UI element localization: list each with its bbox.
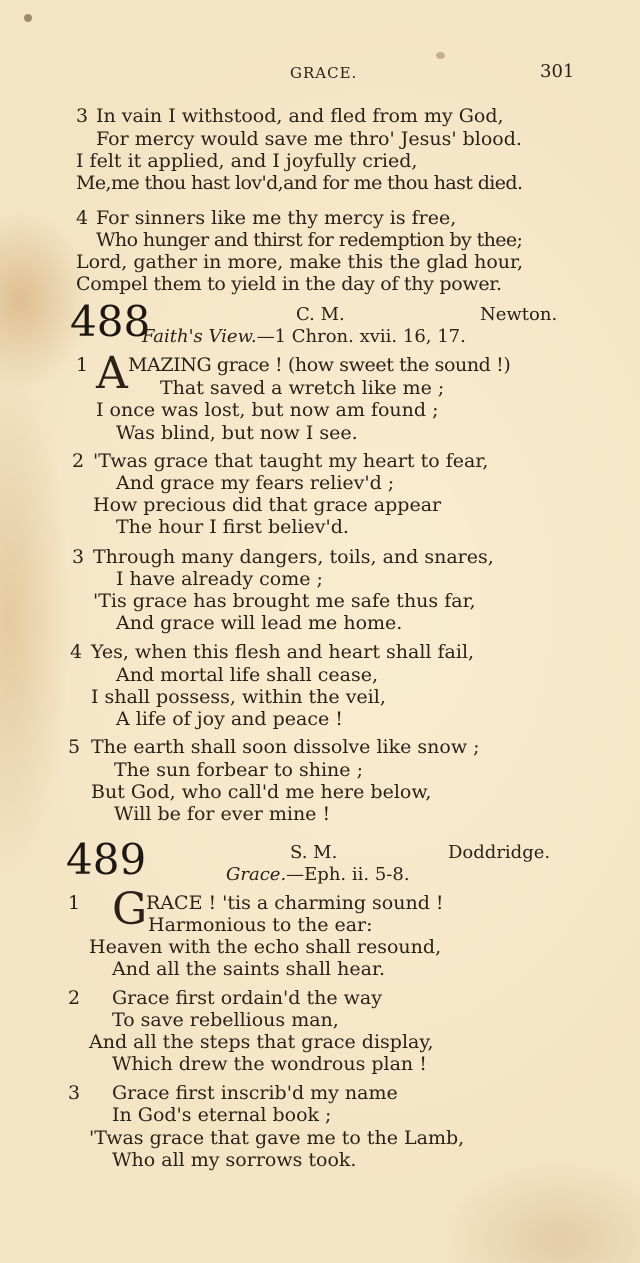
verse-number: 3	[76, 105, 89, 127]
verse-line: I once was lost, but now am found ;	[96, 399, 439, 421]
verse-line: MAZING grace ! (how sweet the sound !)	[128, 354, 511, 376]
verse-line: And grace will lead me home.	[116, 612, 403, 634]
drop-cap: G	[112, 884, 148, 935]
verse-line: A life of joy and peace !	[116, 708, 343, 730]
verse-number: 2	[68, 987, 81, 1009]
hymn-number: 488	[70, 297, 151, 346]
verse-line: Who hunger and thirst for redemption by thee;	[96, 229, 523, 251]
verse-line: To save rebellious man,	[112, 1009, 339, 1031]
hymn-title: Faith's View.	[142, 326, 257, 347]
verse-line: RACE ! 'tis a charming sound !	[146, 892, 444, 914]
verse-number: 1	[68, 892, 81, 914]
verse-number: 2	[72, 450, 85, 472]
verse-line: Was blind, but now I see.	[116, 422, 358, 444]
verse-line: Compel them to yield in the day of thy power.	[76, 273, 502, 295]
hymn-reference: —1 Chron. xvii. 16, 17.	[256, 326, 466, 347]
verse-line: In vain I withstood, and fled from my God,	[96, 105, 504, 127]
verse-line: Me,me thou hast lov'd,and for me thou hast died.	[76, 172, 523, 194]
hymn-reference: —Eph. ii. 5-8.	[286, 864, 410, 885]
drop-cap: A	[96, 348, 128, 399]
verse-line: That saved a wretch like me ;	[160, 377, 445, 399]
hymn-title-line	[226, 864, 410, 885]
verse-line: Yes, when this flesh and heart shall fail,	[91, 641, 475, 663]
page-number: 301	[540, 61, 575, 82]
verse-line: I shall possess, within the veil,	[91, 686, 386, 708]
verse-line: The earth shall soon dissolve like snow ;	[91, 736, 480, 758]
verse-line: Will be for ever mine !	[114, 803, 331, 825]
verse-line: Who all my sorrows took.	[112, 1149, 357, 1171]
verse-line: And grace my fears reliev'd ;	[116, 472, 395, 494]
verse-line: I have already come ;	[116, 568, 323, 590]
verse-number: 5	[68, 736, 81, 758]
verse-line: The hour I first believ'd.	[116, 516, 349, 538]
verse-line: Which drew the wondrous plan !	[112, 1053, 427, 1075]
hymn-meter: S. M.	[290, 842, 338, 863]
verse-line: 'Twas grace that taught my heart to fear,	[93, 450, 489, 472]
hymn-title-line	[142, 326, 466, 347]
verse-line: Heaven with the echo shall resound,	[89, 936, 442, 958]
page-header-title: GRACE.	[290, 64, 358, 82]
verse-number: 3	[68, 1082, 81, 1104]
verse-line: And all the saints shall hear.	[112, 958, 386, 980]
verse-line: And all the steps that grace display,	[89, 1031, 434, 1053]
verse-line: I felt it applied, and I joyfully cried,	[76, 150, 418, 172]
verse-line: But God, who call'd me here below,	[91, 781, 432, 803]
verse-line: 'Tis grace has brought me safe thus far,	[93, 590, 476, 612]
verse-number: 4	[70, 641, 83, 663]
verse-line: For mercy would save me thro' Jesus' blood.	[96, 128, 522, 150]
hymn-title: Grace.	[226, 864, 287, 885]
verse-line: Harmonious to the ear:	[148, 914, 373, 936]
verse-line: Grace first ordain'd the way	[112, 987, 382, 1009]
verse-line: For sinners like me thy mercy is free,	[96, 207, 457, 229]
verse-line: Lord, gather in more, make this the glad hour,	[76, 251, 524, 273]
hymn-number: 489	[66, 835, 147, 884]
verse-number: 4	[76, 207, 89, 229]
paper-blemish	[436, 52, 445, 59]
verse-line: Through many dangers, toils, and snares,	[93, 546, 494, 568]
verse-line: How precious did that grace appear	[93, 494, 442, 516]
verse-line: In God's eternal book ;	[112, 1104, 332, 1126]
hymn-author: Newton.	[480, 304, 558, 325]
verse-number: 1	[76, 354, 89, 376]
hymn-meter: C. M.	[296, 304, 345, 325]
verse-line: Grace first inscrib'd my name	[112, 1082, 398, 1104]
paper-blemish	[24, 14, 32, 22]
verse-line: And mortal life shall cease,	[116, 664, 379, 686]
verse-line: The sun forbear to shine ;	[114, 759, 363, 781]
verse-line: 'Twas grace that gave me to the Lamb,	[89, 1127, 465, 1149]
verse-number: 3	[72, 546, 85, 568]
hymn-author: Doddridge.	[448, 842, 551, 863]
